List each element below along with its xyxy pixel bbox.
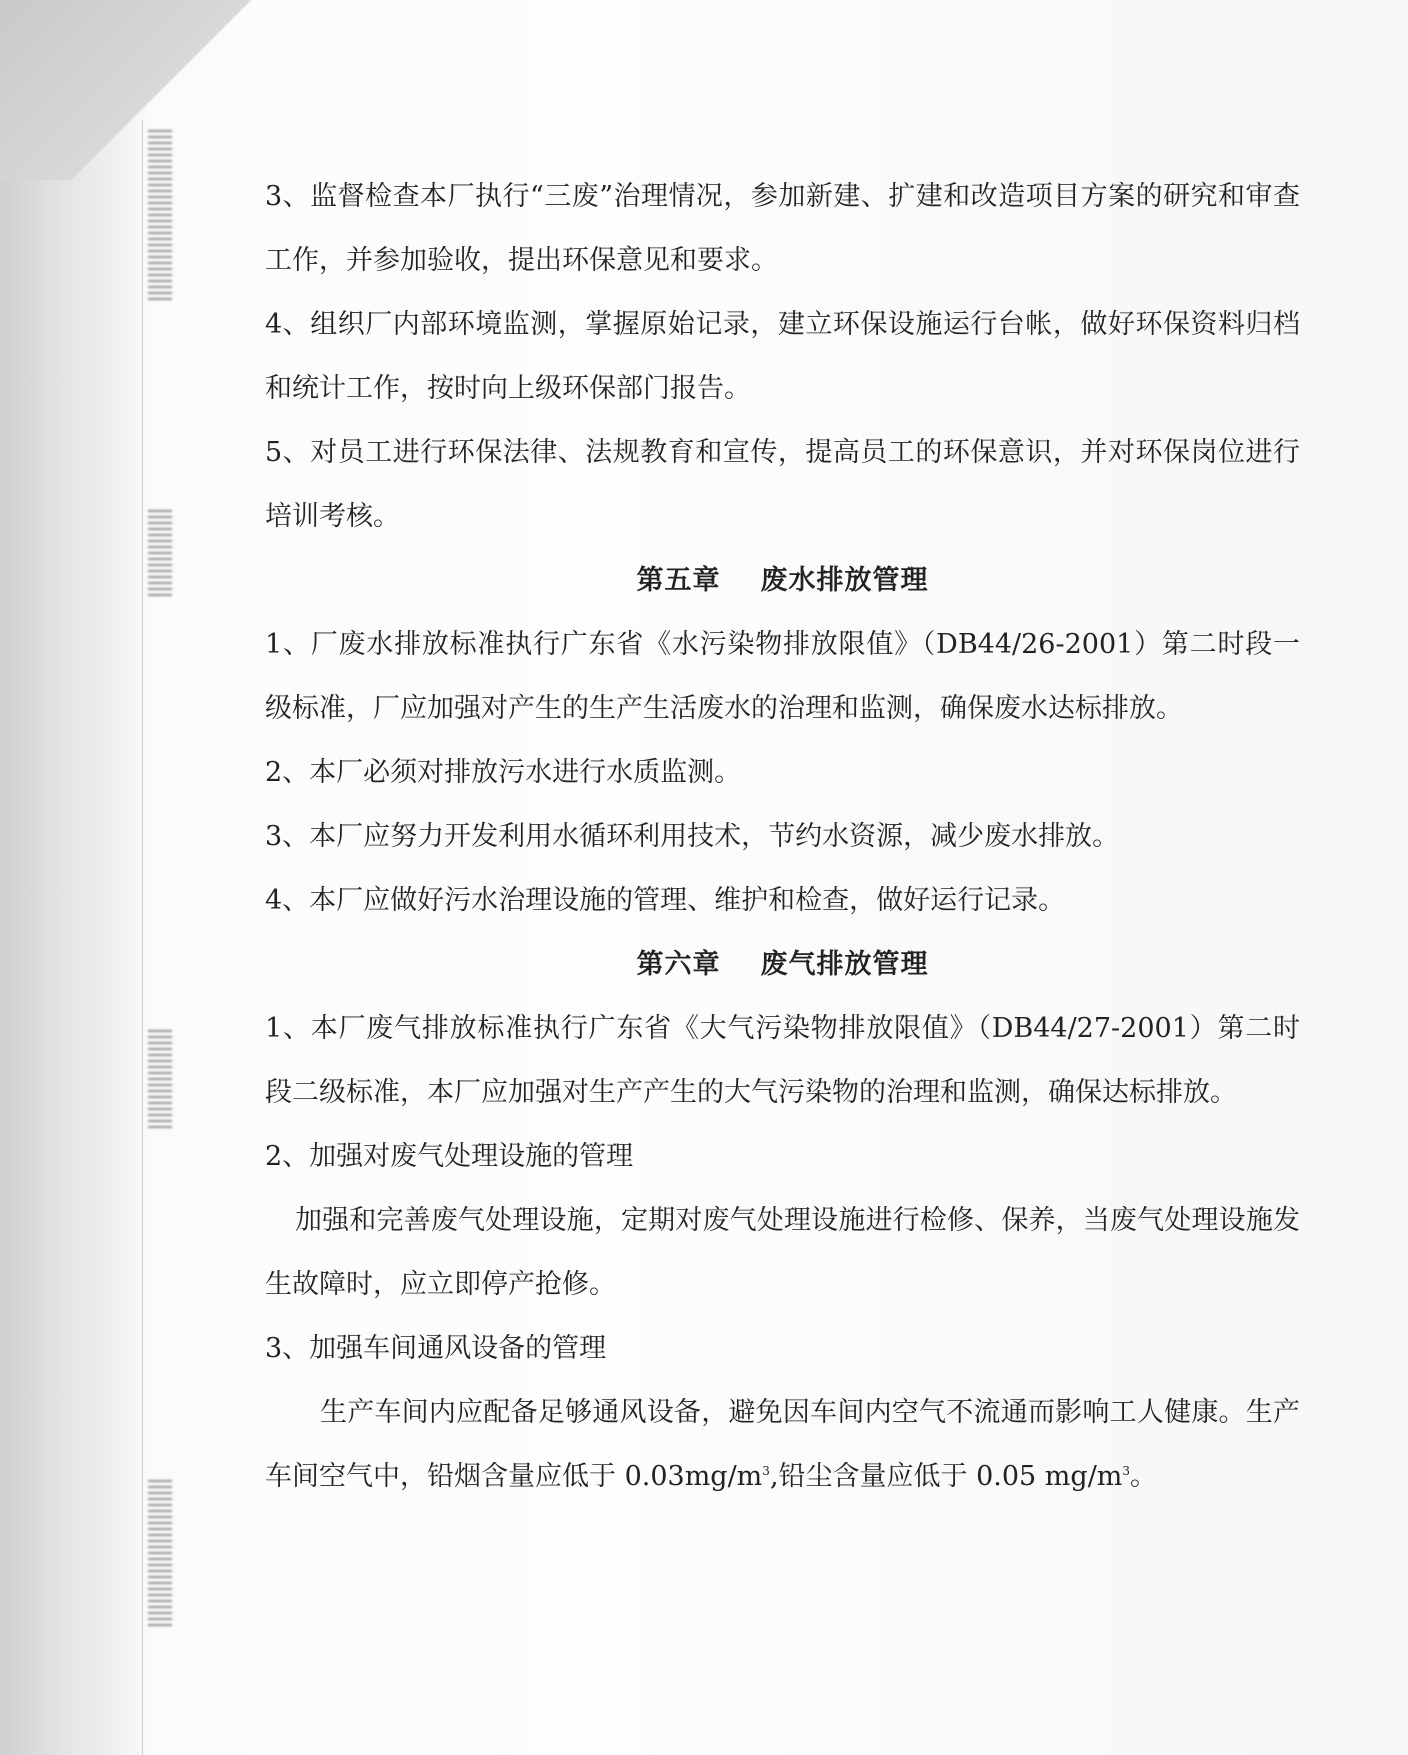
scan-shadow (0, 0, 150, 1755)
item-3-text-c: 。 (1130, 1461, 1158, 1492)
chapter-5-item-1: 1、厂废水排放标准执行广东省《水污染物排放限值》（DB44/26-2001）第二时段一级标准，厂应加强对产生的生产生活废水的治理和监测，确保废水达标排放。 (265, 629, 1300, 724)
chapter-6-item-3-title: 3、加强车间通风设备的管理 (265, 1333, 607, 1364)
chapter-5-heading (265, 549, 1300, 613)
paragraph-4: 4、组织厂内部环境监测，掌握原始记录，建立环保设施运行台帐，做好环保资料归档和统计工作，按时向上级环保部门报告。 (265, 309, 1300, 404)
document-body (265, 165, 1300, 1509)
chapter-6-item-3-body (265, 1381, 1300, 1509)
item-3-text-b: ,铅尘含量应低于 0.05 mg/m (769, 1461, 1123, 1492)
scan-streak (148, 510, 172, 600)
chapter-6-heading (265, 933, 1300, 997)
chapter-5-item-3: 3、本厂应努力开发利用水循环利用技术，节约水资源，减少废水排放。 (265, 821, 1120, 852)
chapter-6-item-2-body: 加强和完善废气处理设施，定期对废气处理设施进行检修、保养，当废气处理设施发生故障时，应立即停产抢修。 (265, 1205, 1300, 1300)
chapter-6-item-2-title: 2、加强对废气处理设施的管理 (265, 1141, 634, 1172)
scan-streak (148, 1030, 172, 1130)
chapter-5-title: 废水排放管理 (760, 565, 929, 596)
paragraph-3: 3、监督检查本厂执行“三废”治理情况，参加新建、扩建和改造项目方案的研究和审查工作，并参加验收，提出环保意见和要求。 (265, 181, 1300, 276)
chapter-6-number: 第六章 (636, 949, 721, 980)
chapter-5-item-4: 4、本厂应做好污水治理设施的管理、维护和检查，做好运行记录。 (265, 885, 1066, 916)
cubic-superscript: 3 (1122, 1464, 1131, 1478)
chapter-5-number: 第五章 (636, 565, 721, 596)
paragraph-5: 5、对员工进行环保法律、法规教育和宣传，提高员工的环保意识，并对环保岗位进行培训考核。 (265, 437, 1300, 532)
item-3-text-a: 生产车间内应配备足够通风设备，避免因车间内空气不流通而影响工人健康。生产车间空气中，铅烟含量应低于 0.03mg/m (265, 1397, 1300, 1492)
chapter-6-item-1: 1、本厂废气排放标准执行广东省《大气污染物排放限值》（DB44/27-2001）第二时段二级标准，本厂应加强对生产产生的大气污染物的治理和监测，确保达标排放。 (265, 1013, 1300, 1108)
cubic-superscript: 3 (762, 1464, 770, 1478)
scan-streak (148, 1480, 172, 1630)
chapter-5-item-2: 2、本厂必须对排放污水进行水质监测。 (265, 757, 742, 788)
chapter-6-title: 废气排放管理 (760, 949, 929, 980)
scan-streak (148, 130, 172, 300)
